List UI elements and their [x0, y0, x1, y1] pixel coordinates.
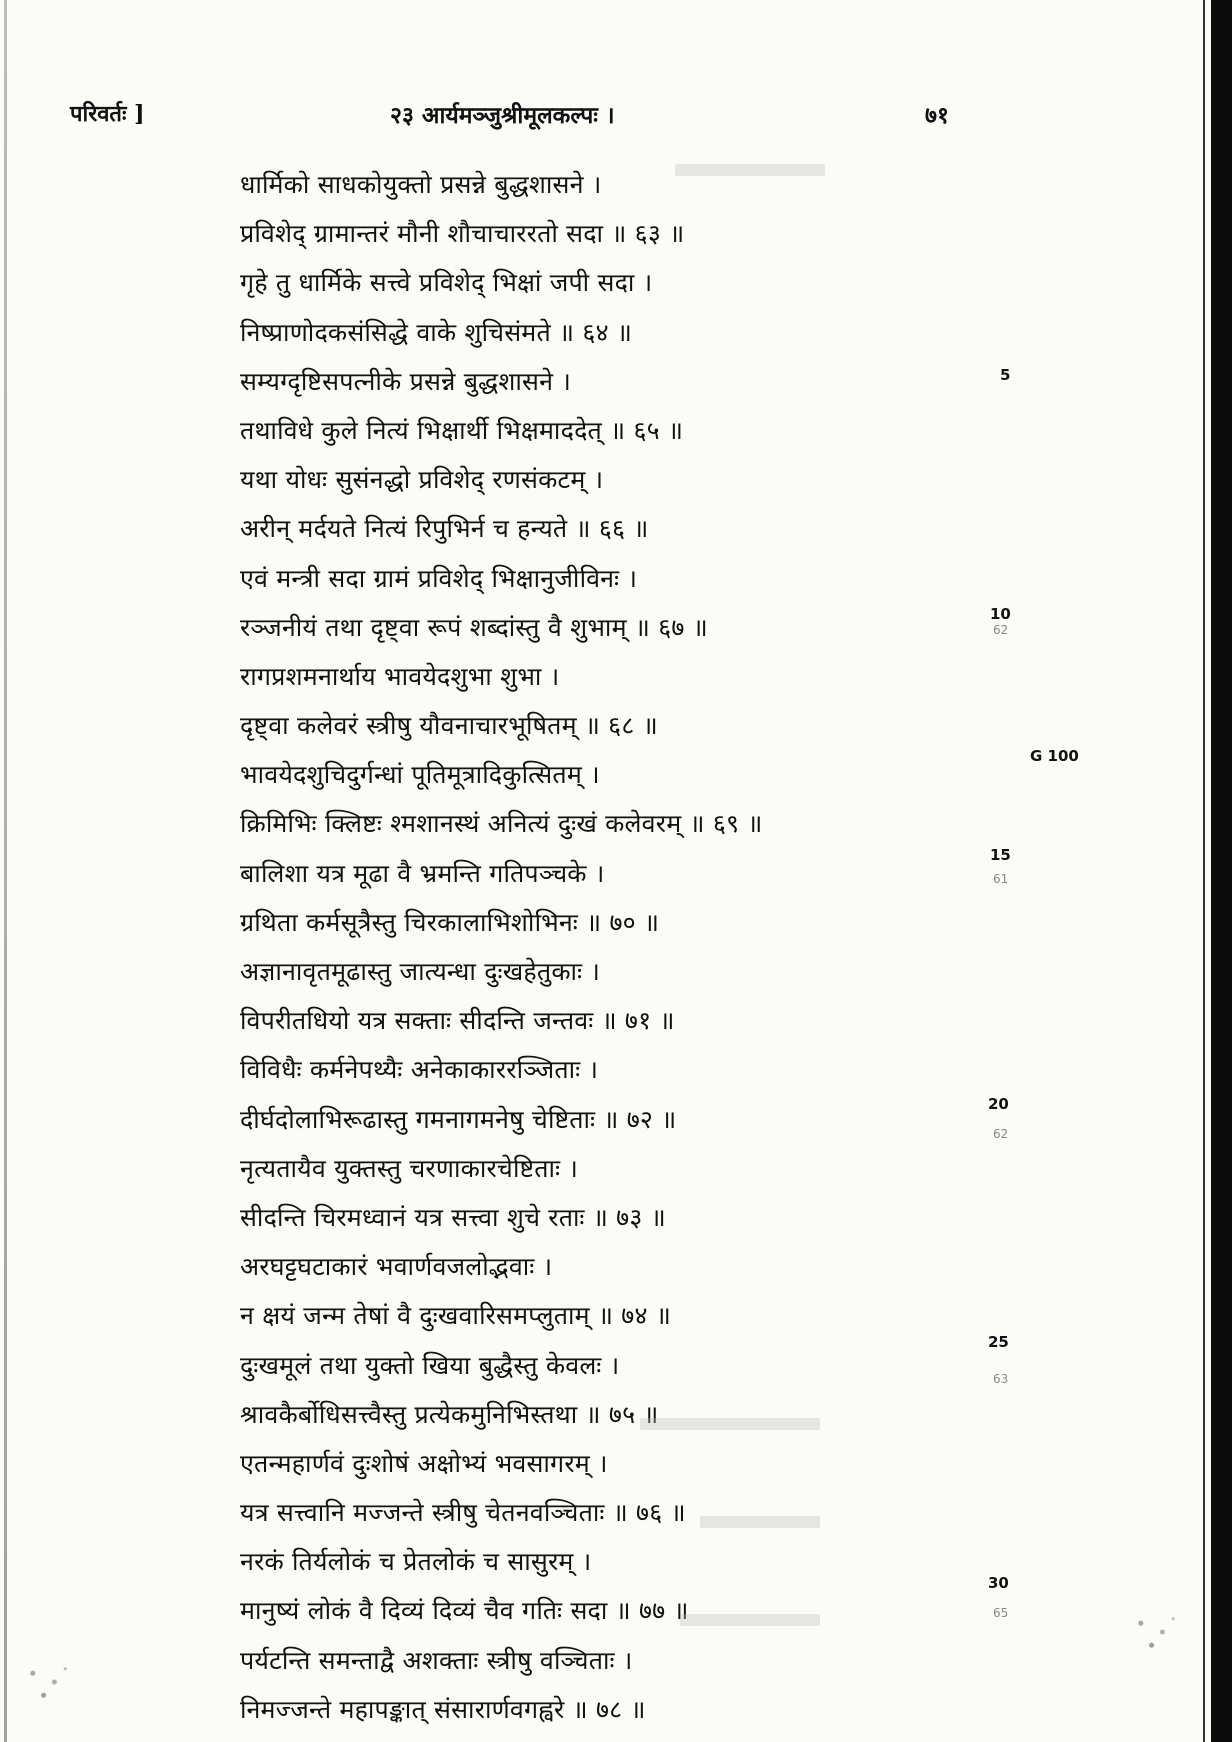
- verse-line: यत्र सत्त्वानि मज्जन्ते स्त्रीषु चेतनवञ्चिताः ॥ ७६ ॥: [240, 1498, 686, 1528]
- verse-line: नरकं तिर्यलोकं च प्रेतलोकं च सासुरम् ।: [240, 1547, 592, 1577]
- page-title: २३ आर्यमञ्जुश्रीमूलकल्पः ।: [390, 102, 615, 129]
- verse-line: दुःखमूलं तथा युक्तो खिया बुद्धैस्तु केवलः ।: [240, 1350, 620, 1380]
- verse-line: प्रविशेद् ग्रामान्तरं मौनी शौचाचाररतो सदा ॥ ६३ ॥: [240, 219, 685, 249]
- verse-text-block: [240, 160, 960, 1734]
- verse-line: नृत्यतायैव युक्तस्तु चरणाकारचेष्टिताः ।: [240, 1153, 579, 1183]
- margin-sub-number: 63: [993, 1372, 1009, 1386]
- verse-line: एतन्महार्णवं दुःशोषं अक्षोभ्यं भवसागरम् ।: [240, 1448, 608, 1478]
- verse-line: अरीन् मर्दयते नित्यं रिपुभिर्न च हन्यते ॥ ६६ ॥: [240, 514, 649, 544]
- verse-line: सीदन्ति चिरमध्वानं यत्र सत्त्वा शुचे रताः ॥ ७३ ॥: [240, 1202, 666, 1232]
- verse-line: गृहे तु धार्मिके सत्त्वे प्रविशेद् भिक्षां जपी सदा ।: [240, 268, 653, 298]
- margin-line-number: 10: [990, 605, 1011, 623]
- verse-line: अज्ञानावृतमूढास्तु जात्यन्धा दुःखहेतुकाः ।: [240, 957, 601, 986]
- verse-line: रागप्रशमनार्थाय भावयेदशुभा शुभा ।: [240, 661, 560, 691]
- verse-line: यथा योधः सुसंनद्धो प्रविशेद् रणसंकटम् ।: [240, 465, 604, 495]
- margin-line-number: 15: [990, 846, 1011, 864]
- page-binding-edge: [4, 0, 7, 1742]
- verse-line: पर्यटन्ति समन्ताद्वै अशक्ताः स्त्रीषु वञ्चिताः ।: [240, 1645, 633, 1675]
- verse-line: श्रावकैर्बोधिसत्त्वैस्तु प्रत्येकमुनिभिस्तथा ॥ ७५ ॥: [240, 1399, 659, 1429]
- verse-line: निष्प्राणोदकसंसिद्धे वाके शुचिसंमते ॥ ६४ ॥: [240, 317, 633, 347]
- book-spine-edge: [1211, 0, 1232, 1742]
- margin-line-number: 5: [1000, 366, 1011, 384]
- verse-line: तथाविधे कुले नित्यं भिक्षार्थी भिक्षमाददेत् ॥ ६५ ॥: [240, 415, 684, 445]
- margin-line-number: 25: [988, 1333, 1009, 1351]
- page-number: ७१: [925, 102, 949, 129]
- bleed-through-mark: [640, 1418, 820, 1430]
- verse-line: एवं मन्त्री सदा ग्रामं प्रविशेद् भिक्षानुजीविनः ।: [240, 563, 638, 593]
- margin-sub-number: 62: [993, 623, 1009, 637]
- margin-sub-number: 61: [993, 872, 1009, 886]
- verse-line: दीर्घदोलाभिरूढास्तु गमनागमनेषु चेष्टिताः ॥ ७२ ॥: [240, 1104, 677, 1134]
- bleed-through-mark: [675, 164, 825, 176]
- verse-line: रञ्जनीयं तथा दृष्ट्वा रूपं शब्दांस्तु वै शुभाम् ॥ ६७ ॥: [240, 612, 708, 642]
- margin-sub-number: 62: [993, 1127, 1009, 1141]
- verse-line: विपरीतधियो यत्र सक्ताः सीदन्ति जन्तवः ॥ ७१ ॥: [240, 1006, 675, 1036]
- page-border-line: [1203, 0, 1205, 1742]
- margin-line-number: 30: [988, 1574, 1009, 1592]
- verse-line: निमज्जन्ते महापङ्कात् संसारार्णवगह्वरे ॥ ७८ ॥: [240, 1694, 646, 1724]
- verse-line: मानुष्यं लोकं वै दिव्यं दिव्यं चैव गतिः सदा ॥ ७७ ॥: [240, 1596, 689, 1626]
- margin-sub-number: 65: [993, 1606, 1009, 1620]
- scan-speckle: [22, 1660, 76, 1704]
- verse-line: ग्रथिता कर्मसूत्रैस्तु चिरकालाभिशोभिनः ॥ ७० ॥: [240, 907, 660, 937]
- margin-line-number: G 100: [1030, 747, 1079, 765]
- bleed-through-mark: [700, 1516, 820, 1528]
- chapter-label: परिवर्तः ]: [70, 101, 145, 127]
- verse-line: अरघट्टघटाकारं भवार्णवजलोद्भवाः ।: [240, 1252, 553, 1282]
- bleed-through-mark: [680, 1614, 820, 1626]
- verse-line: विविधैः कर्मनेपथ्यैः अनेकाकाररञ्जिताः ।: [240, 1055, 599, 1085]
- running-header: [0, 98, 1232, 138]
- verse-line: न क्षयं जन्म तेषां वै दुःखवारिसमप्लुताम् ॥ ७४ ॥: [240, 1301, 672, 1331]
- verse-line: बालिशा यत्र मूढा वै भ्रमन्ति गतिपञ्चके ।: [240, 858, 605, 888]
- scan-speckle: [1130, 1610, 1184, 1654]
- verse-line: दृष्ट्वा कलेवरं स्त्रीषु यौवनाचारभूषितम् ॥ ६८ ॥: [240, 711, 658, 741]
- margin-line-number: 20: [988, 1095, 1009, 1113]
- verse-line: धार्मिको साधकोयुक्तो प्रसन्ने बुद्धशासने ।: [240, 170, 602, 199]
- verse-line: क्रिमिभिः क्लिष्टः श्मशानस्थं अनित्यं दुःखं कलेवरम् ॥ ६९ ॥: [240, 809, 763, 839]
- verse-line: भावयेदशुचिदुर्गन्धां पूतिमूत्रादिकुत्सितम् ।: [240, 760, 600, 790]
- verse-line: सम्यग्दृष्टिसपत्नीके प्रसन्ने बुद्धशासने ।: [240, 366, 572, 396]
